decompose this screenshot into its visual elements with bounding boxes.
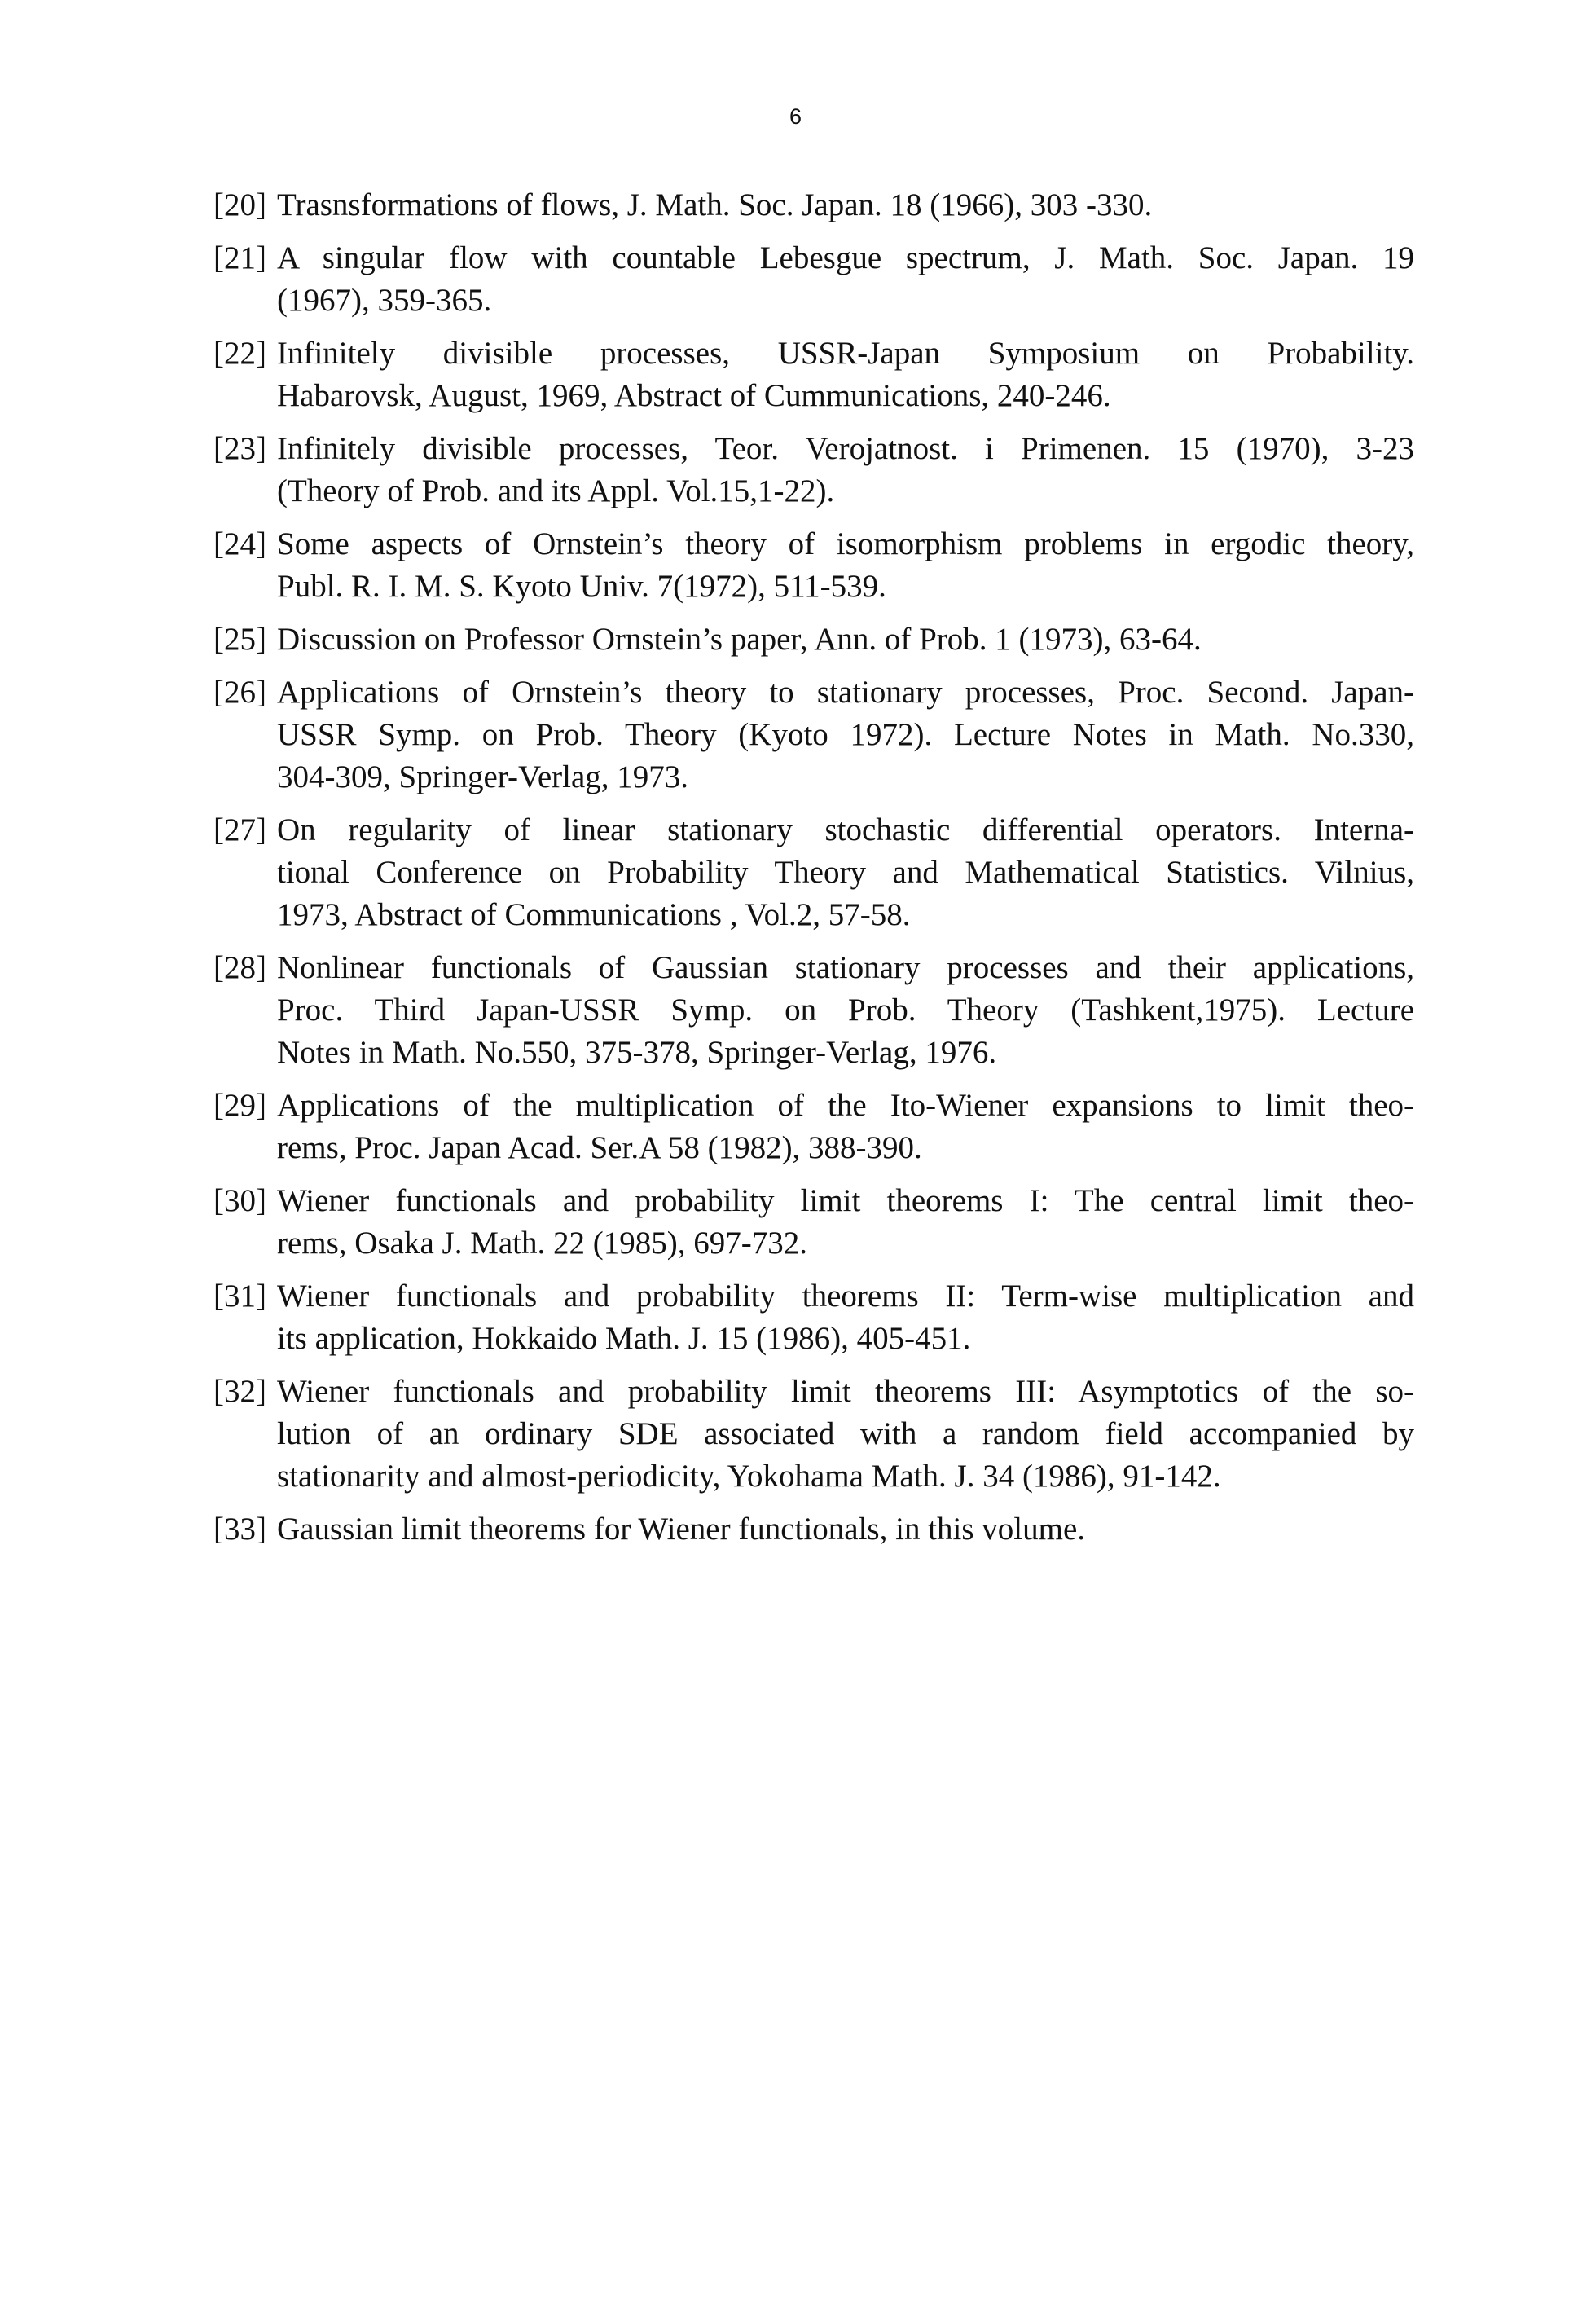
reference-text [277, 1508, 1414, 1551]
reference-line: 304-309, Springer-Verlag, 1973. [277, 759, 689, 794]
reference-label: [25] [213, 622, 266, 657]
reference-item [213, 1371, 1414, 1498]
reference-line: On regularity of linear stationary stochastic differential operators. Interna- [277, 812, 1414, 847]
reference-item [213, 184, 1414, 227]
reference-text [277, 523, 1414, 608]
reference-text [277, 184, 1414, 227]
reference-list [213, 184, 1414, 1561]
reference-line: Gaussian limit theorems for Wiener functionals, in this volume. [277, 1512, 1086, 1547]
reference-line: Wiener functionals and probability theorems II: Term-wise multiplication and [277, 1279, 1414, 1314]
reference-item [213, 1275, 1414, 1360]
reference-item [213, 428, 1414, 513]
reference-line: Nonlinear functionals of Gaussian stationary processes and their applications, [277, 950, 1414, 985]
reference-line: Publ. R. I. M. S. Kyoto Univ. 7(1972), 511-539. [277, 569, 886, 604]
reference-text [277, 1180, 1414, 1265]
reference-text [277, 809, 1414, 936]
reference-label: [26] [213, 675, 266, 710]
reference-line: its application, Hokkaido Math. J. 15 (1986), 405-451. [277, 1321, 971, 1356]
reference-label: [32] [213, 1374, 266, 1409]
reference-line: stationarity and almost-periodicity, Yokohama Math. J. 34 (1986), 91-142. [277, 1459, 1221, 1494]
reference-item [213, 237, 1414, 322]
reference-label: [27] [213, 812, 266, 847]
reference-item [213, 947, 1414, 1074]
reference-line: Notes in Math. No.550, 375-378, Springer-Verlag, 1976. [277, 1035, 997, 1070]
reference-text [277, 332, 1414, 417]
reference-item [213, 809, 1414, 936]
reference-line: tional Conference on Probability Theory and Mathematical Statistics. Vilnius, [277, 855, 1414, 890]
reference-text [277, 671, 1414, 799]
reference-line: Infinitely divisible processes, USSR-Japan Symposium on Probability. [277, 336, 1414, 371]
reference-item [213, 1085, 1414, 1169]
page-number: 6 [789, 104, 802, 129]
reference-item [213, 1508, 1414, 1551]
reference-line: Discussion on Professor Ornstein’s paper, Ann. of Prob. 1 (1973), 63-64. [277, 622, 1202, 657]
reference-label: [31] [213, 1279, 266, 1314]
reference-label: [23] [213, 431, 266, 466]
reference-text [277, 1085, 1414, 1169]
reference-text [277, 1275, 1414, 1360]
reference-line: Infinitely divisible processes, Teor. Verojatnost. i Primenen. 15 (1970), 3-23 [277, 431, 1414, 466]
reference-label: [29] [213, 1088, 266, 1123]
reference-label: [24] [213, 526, 266, 561]
reference-line: Trasnsformations of flows, J. Math. Soc. Japan. 18 (1966), 303 -330. [277, 187, 1153, 222]
reference-line: (Theory of Prob. and its Appl. Vol.15,1-22). [277, 473, 835, 508]
reference-label: [22] [213, 336, 266, 371]
reference-line: Applications of Ornstein’s theory to stationary processes, Proc. Second. Japan- [277, 675, 1414, 710]
reference-line: Applications of the multiplication of the Ito-Wiener expansions to limit theo- [277, 1088, 1414, 1123]
reference-item [213, 523, 1414, 608]
reference-label: [30] [213, 1183, 266, 1218]
reference-text [277, 947, 1414, 1074]
reference-item [213, 1180, 1414, 1265]
reference-item [213, 618, 1414, 661]
reference-text [277, 237, 1414, 322]
reference-line: USSR Symp. on Prob. Theory (Kyoto 1972). Lecture Notes in Math. No.330, [277, 717, 1414, 752]
reference-line: 1973, Abstract of Communications , Vol.2, 57-58. [277, 897, 911, 932]
reference-item [213, 671, 1414, 799]
reference-line: Wiener functionals and probability limit theorems I: The central limit theo- [277, 1183, 1414, 1218]
reference-text [277, 428, 1414, 513]
reference-label: [20] [213, 187, 266, 222]
reference-line: lution of an ordinary SDE associated with a random field accompanied by [277, 1416, 1414, 1451]
reference-label: [28] [213, 950, 266, 985]
reference-label: [21] [213, 240, 266, 275]
reference-text [277, 1371, 1414, 1498]
reference-label: [33] [213, 1512, 266, 1547]
reference-line: Wiener functionals and probability limit theorems III: Asymptotics of the so- [277, 1374, 1414, 1409]
reference-line: Proc. Third Japan-USSR Symp. on Prob. Theory (Tashkent,1975). Lecture [277, 993, 1414, 1028]
reference-line: A singular flow with countable Lebesgue spectrum, J. Math. Soc. Japan. 19 [277, 240, 1414, 275]
reference-line: (1967), 359-365. [277, 283, 492, 318]
reference-line: rems, Proc. Japan Acad. Ser.A 58 (1982), 388-390. [277, 1130, 922, 1165]
reference-line: Some aspects of Ornstein’s theory of isomorphism problems in ergodic theory, [277, 526, 1414, 561]
reference-text [277, 618, 1414, 661]
reference-line: Habarovsk, August, 1969, Abstract of Cummunications, 240-246. [277, 378, 1111, 413]
reference-line: rems, Osaka J. Math. 22 (1985), 697-732. [277, 1226, 807, 1261]
reference-item [213, 332, 1414, 417]
